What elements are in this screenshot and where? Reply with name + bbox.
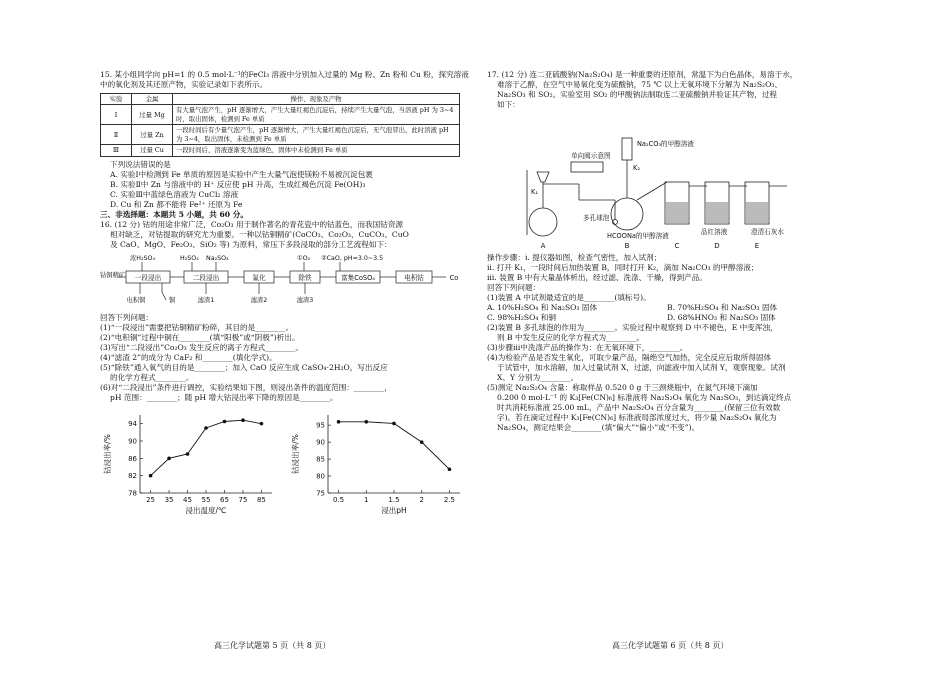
flask-a (529, 208, 557, 236)
table-cell: 过量 Cu (132, 145, 173, 156)
y-tick-label: 78 (128, 489, 137, 498)
table-cell: Ⅲ (101, 145, 132, 156)
apparatus-letter: E (754, 242, 760, 251)
q15-option-a: A. 实验Ⅰ中检测到 Fe 单质的原因是实验中产生大量气泡使镁粉不易被沉淀包裹 (110, 169, 373, 179)
x-tick-label: 25 (146, 496, 156, 505)
charts-row (100, 407, 470, 519)
process-box-label: 一段浸出 (134, 273, 162, 282)
table-cell: 过量 Mg (132, 105, 173, 125)
series-line (339, 422, 450, 469)
raw-material-label: 钴铜精矿 (100, 271, 126, 279)
process-box-label: 二段浸出 (192, 273, 220, 282)
dropping-funnel-b (622, 138, 632, 160)
liquid-e (746, 202, 768, 223)
apparatus-letter: D (714, 242, 720, 251)
q16-sub: (1)“一段浸出”需要把钴铜精矿粉碎，其目的是________。 (100, 322, 294, 332)
table-cell: 有大量气泡产生，pH 逐渐增大，产生大量红褐色沉淀后，持续产生大量气泡，当溶液 pH 为 3~4 时，取出固体，检测到 Fe 单质 (173, 105, 460, 125)
q17-sub: (1)装置 A 中试剂最适宜的是________(填标号)。 (487, 293, 651, 303)
process-box-label: 氟化 (252, 273, 266, 282)
x-tick-label: 0.5 (332, 496, 345, 505)
x-tick-label: 85 (256, 496, 266, 505)
q17-sub: 于试管中，加水溶解，加入过量试剂 X，过滤，向滤液中加入试剂 Y，观察现象。试剂 (497, 363, 786, 373)
apparatus-letter: C (674, 242, 680, 251)
reagent-label: 浓H₂SO₄ (130, 254, 156, 262)
data-point (223, 420, 227, 424)
below-label: 铜 (168, 296, 176, 304)
reagent-label: Na₂SO₃ (206, 254, 229, 262)
q17-answer-intro: 回答下列问题： (487, 283, 541, 293)
y-tick-label: 90 (316, 438, 325, 447)
data-point (204, 426, 208, 430)
apparatus-label: 品红溶液 (701, 228, 728, 237)
temperature-chart (100, 407, 282, 519)
q17-step: 操作步骤：ⅰ. 提仪器如图，检查气密性，加入试剂； (487, 253, 662, 263)
y-tick-label: 85 (316, 455, 325, 464)
q17-step: ⅱ. 打开 K₁，一段时间后加热装置 B，同时打开 K₂，滴加 Na₂CO₃ 的甲醇溶液； (487, 263, 759, 273)
data-point (420, 440, 424, 444)
table-header: 操作、现象及产物 (173, 94, 460, 105)
x-tick-label: 75 (238, 496, 248, 505)
valve-sketch (571, 162, 603, 172)
y-tick-label: 80 (316, 472, 325, 481)
apparatus-label: Na₂CO₃的甲醇溶液 (637, 140, 695, 149)
table-row (101, 145, 460, 156)
y-tick-label: 82 (128, 472, 137, 481)
process-box-label: 电积钴 (404, 273, 424, 282)
apparatus-label: 澄清石灰水 (751, 228, 784, 237)
q17-sub: (3)步骤ⅲ中洗涤产品的操作为：在无氧环境下，________。 (487, 343, 688, 353)
flow-arrow (162, 292, 166, 300)
q17-sub: 0.200 0 mol·L⁻¹ 的 K₃[Fe(CN)₆] 标准液将 Na₂S₂O₄ 氧化为 Na₂SO₃，到达滴定终点 (497, 393, 792, 403)
x-tick-label: 1.5 (388, 496, 400, 505)
y-tick-label: 86 (128, 454, 137, 463)
apparatus-letter: B (624, 242, 630, 251)
q17-sub: 时共消耗标准液 25.00 mL，产品中 Na₂S₂O₄ 百分含量为________(保留三位有效数 (497, 403, 781, 413)
apparatus-label: K₁ (531, 188, 538, 197)
table-header: 实验 (101, 94, 132, 105)
q17-options-row (487, 313, 852, 323)
q16-sub: (2)“电积铜”过程中铜在________(填“阳极”或“阴极”)析出。 (100, 332, 300, 342)
q16-sub: (4)“滤渣 2”的成分为 CaF₂ 和________(填化学式)。 (100, 352, 277, 362)
q17-option: A. 10%H₂SO₄ 和 Na₂SO₃ 固体 (487, 303, 598, 313)
apparatus-label: 单向阀示意图 (571, 152, 611, 161)
apparatus-label: 多孔球泡 (583, 214, 610, 223)
left-column (100, 70, 470, 519)
data-point (186, 452, 190, 456)
ph-chart (288, 407, 470, 519)
q15-stem: 15. 某小组同学向 pH=1 的 0.5 mol·L⁻¹的FeCl₃ 溶液中分别加入过量的 Mg 粉、Zn 粉和 Cu 粉，探究溶液中的氧化剂及其还原产物，实验记录如下表所示。 (100, 70, 469, 90)
q16-sub: pH 范围：________；随 pH 增大钴浸出率下降的原因是________。 (110, 393, 338, 403)
q17-sub: 则 B 中发生反应的化学方程式为________。 (497, 333, 645, 343)
q17-stem-line: 难溶于乙醇，在空气中易氧化变为硫酸钠，75 ℃ 以上无氧环境下分解为 Na₂S₂O₃、 (497, 80, 782, 90)
process-flowchart (100, 252, 470, 308)
x-tick-label: 2 (419, 496, 424, 505)
data-point (167, 457, 171, 461)
q17-option: C. 98%H₂SO₄ 和铜 (487, 313, 556, 323)
apparatus-diagram (487, 110, 852, 250)
x-tick-label: 45 (183, 496, 192, 505)
apparatus-letter: A (540, 242, 546, 251)
q17-sub: X、Y 分别为________。 (497, 373, 579, 383)
process-box-label: 富集CoSO₄ (341, 273, 375, 282)
reagent-label: ①O₂ (297, 254, 311, 262)
y-axis-label: 钴浸出率/% (103, 434, 112, 474)
q16-sub: (5)“除铁”通入氧气的目的是________；加入 CaO 反应生成 CaSO₄·2H₂O，写出反应 (100, 362, 388, 372)
x-tick-label: 1 (364, 496, 369, 505)
data-point (448, 468, 452, 472)
q17-stem-line: 如下： (497, 100, 520, 110)
below-label: 电积铜 (126, 296, 146, 304)
x-tick-label: 65 (220, 496, 229, 505)
q17-options-row (487, 303, 852, 313)
footer-left: 高三化学试题第 5 页（共 8 页） (214, 641, 331, 650)
q15-prompt: 下列说法错误的是 (110, 159, 171, 169)
table-cell: 过量 Zn (132, 125, 173, 145)
data-point (337, 420, 341, 424)
q17-sub: (4)为检验产品是否发生氧化，可取少量产品，隔绝空气加热，完全反应后取所得固体 (487, 353, 772, 363)
liquid-c (666, 202, 688, 223)
y-tick-label: 94 (128, 420, 137, 429)
product-label: Co (449, 273, 459, 282)
q16-stem-line: 16. (12 分) 钴的用途非常广泛，Co₂O₃ 用于制作著名的青花瓷中的钴蓝色，而我国钴资源 (100, 219, 404, 229)
q17-sub: 字)。若在滴定过程中 K₃[Fe(CN)₆] 标准液局部浓度过大，将少量 Na₂S₂O₄ 氧化为 (497, 413, 777, 423)
y-tick-label: 90 (128, 437, 137, 446)
table-cell: 一段时间后有少量气泡产生，pH 逐渐增大，产生大量红褐色沉淀后，无气泡冒出，此时溶液 pH 为 3~4，取出固体，未检测到 Fe 单质 (173, 125, 460, 145)
apparatus-label: K₂ (633, 164, 640, 173)
q17-stem-line: 17. (12 分) 连二亚硫酸钠(Na₂S₂O₄) 是一种重要的还原剂，常温下为白色晶体，易溶于水， (487, 70, 798, 79)
dropping-funnel (537, 172, 549, 182)
x-tick-label: 2.5 (443, 496, 456, 505)
data-point (392, 422, 396, 426)
table-cell: Ⅱ (101, 125, 132, 145)
q17-sub: Na₂SO₄，测定结果会________(填“偏大”“偏小”或“不变”)。 (497, 423, 700, 433)
below-label: 滤渣3 (296, 296, 314, 304)
x-axis-label: 浸出温度/℃ (185, 506, 227, 516)
table-row (101, 125, 460, 145)
y-axis-label: 钴浸出率/% (291, 434, 300, 474)
q15-table (100, 93, 460, 157)
q17-sub: (2)装置 B 多孔球泡的作用为________。实验过程中观察到 D 中不褪色，E 中变浑浊， (487, 323, 778, 333)
below-label: 滤渣2 (250, 296, 268, 304)
q16-sub: 的化学方程式________。 (110, 373, 194, 382)
y-tick-label: 95 (316, 421, 325, 430)
right-column (487, 70, 852, 433)
table-cell: 一段时间后，溶液逐渐变为蓝绿色，固体中未检测到 Fe 单质 (173, 145, 460, 156)
y-tick-label: 75 (316, 489, 325, 498)
process-box-label: 除铁 (298, 273, 312, 282)
footer-right: 高三化学试题第 6 页（共 8 页） (612, 641, 729, 650)
data-point (364, 420, 368, 424)
x-tick-label: 35 (164, 496, 174, 505)
reagent-label: ②CaO, pH=3.0~3.5 (321, 254, 384, 262)
below-label: 滤渣1 (197, 296, 215, 304)
flask-b (611, 198, 643, 230)
table-row (101, 105, 460, 125)
x-axis-label: 浸出pH (381, 506, 407, 516)
q15-option-c: C. 实验Ⅲ中蓝绿色溶液为 CuCl₂ 溶液 (110, 189, 239, 199)
q15-option-d: D. Cu 和 Zn 都不能将 Fe²⁺ 还原为 Fe (110, 199, 243, 209)
table-cell: Ⅰ (101, 105, 132, 125)
q17-stem-line: Na₂SO₃ 和 SO₂。实验室用 SO₂ 的甲酸钠法制取连二亚硫酸钠并验证其产物，过程 (497, 90, 777, 100)
gas-tube (637, 182, 667, 200)
apparatus-label: HCOONa的甲醇溶液 (607, 232, 669, 241)
x-tick-label: 55 (201, 496, 211, 505)
table-header: 金属 (132, 94, 173, 105)
data-point (260, 422, 264, 426)
q17-option: B. 70%H₂SO₄ 和 Na₂SO₃ 固体 (667, 303, 778, 313)
q16-stem-line: 相对缺乏，对钴提取的研究尤为重要。一种以钴铜精矿(CoCO₃、Co₂O₃、CuCO₃、CuO (110, 229, 409, 239)
q15-option-b: B. 实验Ⅱ中 Zn 与溶液中的 H⁺ 反应使 pH 升高，生成红褐色沉淀 Fe(OH)₃ (110, 179, 366, 189)
data-point (149, 474, 153, 478)
reagent-label: H₂SO₄ (180, 254, 199, 262)
section-heading: 三、非选择题：本题共 5 小题，共 60 分。 (100, 209, 248, 219)
q17-step: ⅲ. 装置 B 中有大量晶体析出，经过滤、洗涤、干燥，得到产品。 (487, 273, 707, 283)
liquid-d (706, 202, 728, 223)
q17-sub: (5)测定 Na₂S₂O₄ 含量：称取样品 0.520 0 g 于三颈烧瓶中，在氮气环境下滴加 (487, 383, 758, 393)
q16-sub: (3)写出“二段浸出”Co₂O₃ 发生反应的离子方程式________。 (100, 342, 304, 352)
q16-answer-intro: 回答下列问题： (100, 312, 154, 322)
table-header-row (101, 94, 460, 105)
q16-stem-line: 及 CaO、MgO、Fe₂O₃、SiO₂ 等) 为原料，常压下多段浸取的部分工艺流程如下： (110, 239, 392, 249)
data-point (241, 418, 245, 422)
q17-option: D. 68%HNO₃ 和 Na₂SO₃ 固体 (667, 313, 776, 323)
q16-sub: (6)对“二段浸出”条件进行调控，实验结果如下图，则浸出条件的温度范围：________， (100, 383, 392, 393)
